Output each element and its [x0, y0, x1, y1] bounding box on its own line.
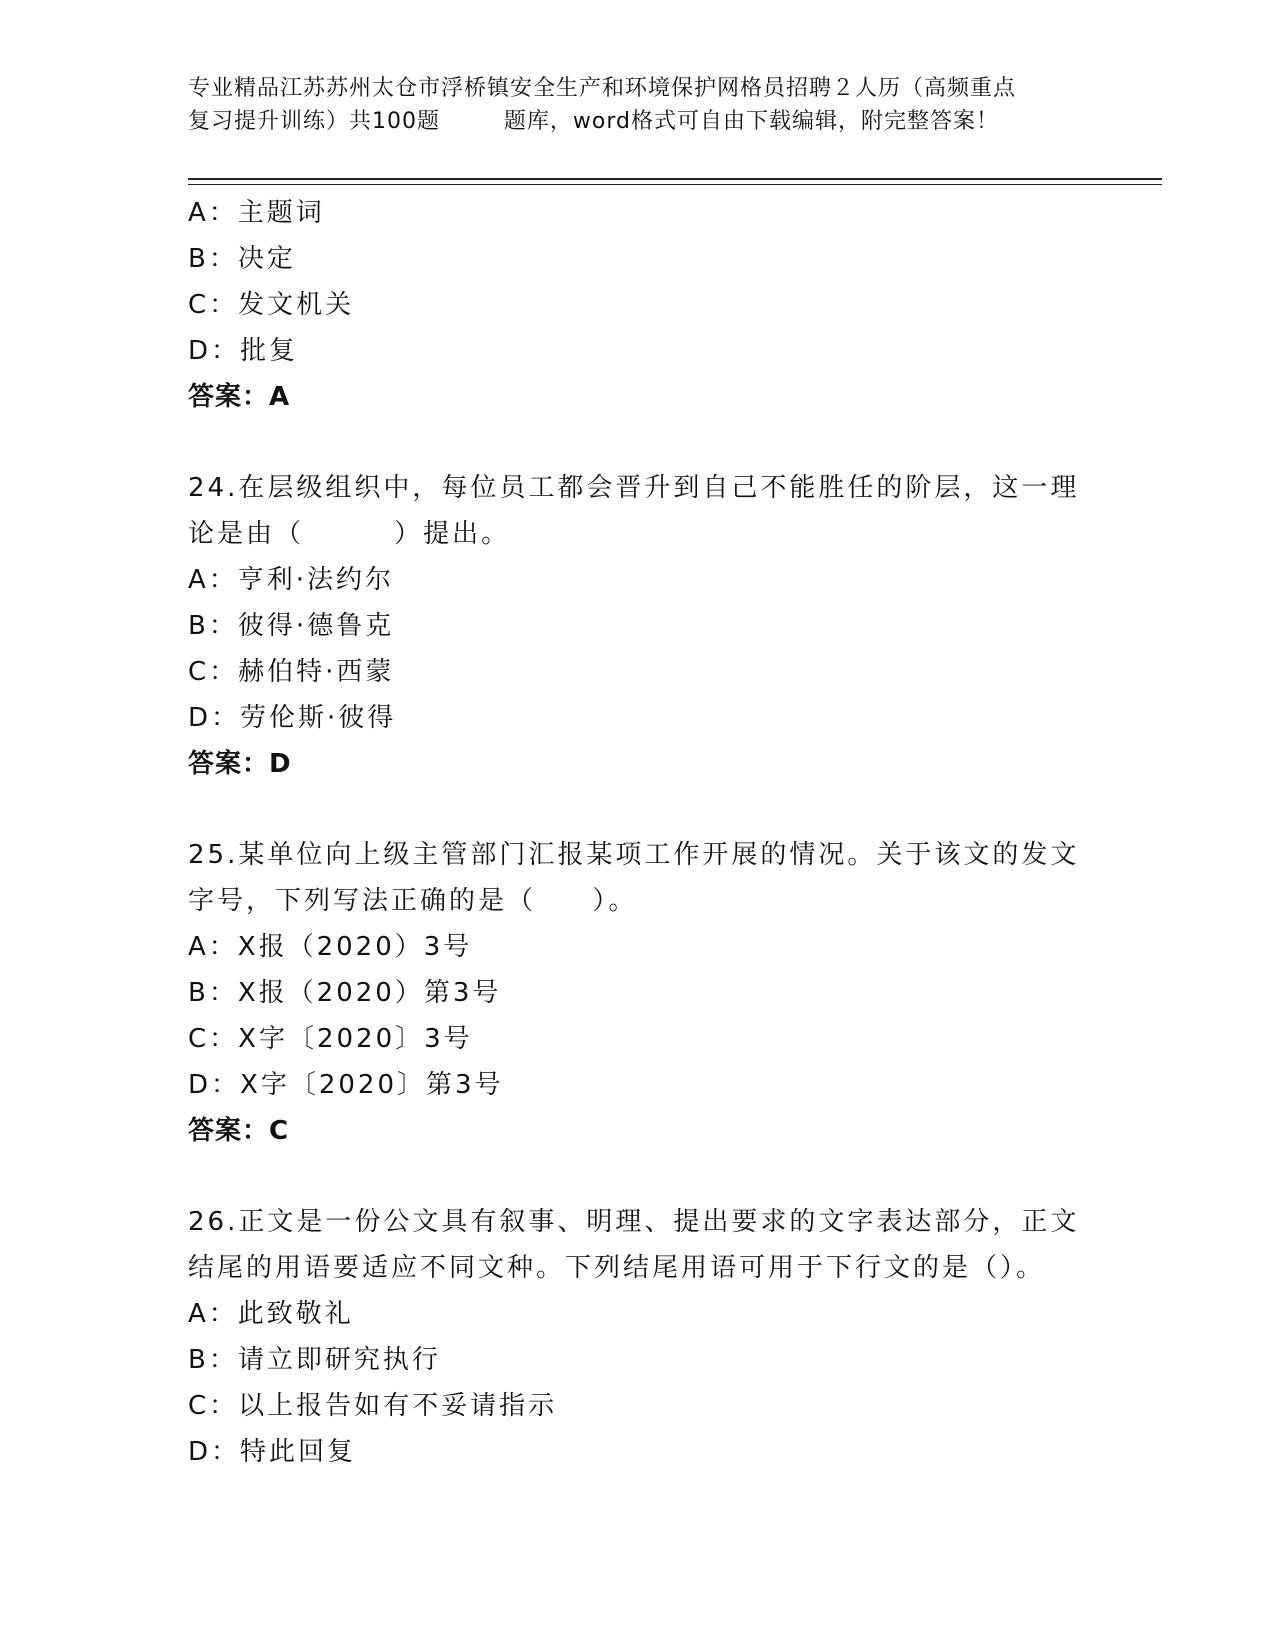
option-a: A：亨利·法约尔: [188, 565, 395, 595]
option-c: C：赫伯特·西蒙: [188, 657, 395, 687]
document-body: [188, 190, 1088, 1475]
option-c: C：发文机关: [188, 290, 355, 320]
question-23-remainder: [188, 190, 1088, 420]
question-25: [188, 832, 1088, 1154]
option-b: B：X报（2020）第3号: [188, 978, 502, 1008]
question-26: [188, 1199, 1088, 1475]
header-divider: [188, 178, 1162, 185]
header-title-line-1: 专业精品江苏苏州太仓市浮桥镇安全生产和环境保护网格员招聘２人历（高频重点: [188, 76, 1017, 101]
question-24: [188, 465, 1088, 787]
option-c: C：以上报告如有不妥请指示: [188, 1391, 558, 1421]
answer-line: 答案：C: [188, 1116, 290, 1146]
question-stem-line-1: 24.在层级组织中，每位员工都会晋升到自己不能胜任的阶层，这一理: [188, 473, 1080, 503]
option-d: D：X字〔2020〕第3号: [188, 1070, 504, 1100]
question-stem-line-1: 26.正文是一份公文具有叙事、明理、提出要求的文字表达部分，正文: [188, 1207, 1080, 1237]
option-a: A：此致敬礼: [188, 1299, 354, 1329]
document-header: [188, 72, 1098, 138]
option-d: D：特此回复: [188, 1437, 357, 1467]
answer-line: 答案：A: [188, 382, 291, 412]
header-title-line-2: 复习提升训练）共100题 题库，word格式可自由下载编辑，附完整答案！: [188, 109, 1000, 134]
question-stem-line-2: 结尾的用语要适应不同文种。下列结尾用语可用于下行文的是（）。: [188, 1253, 1046, 1283]
answer-line: 答案：D: [188, 749, 292, 779]
question-stem-line-2: 论是由（ ）提出。: [188, 519, 511, 549]
option-d: D：批复: [188, 336, 299, 366]
option-d: D：劳伦斯·彼得: [188, 703, 397, 733]
question-stem-line-2: 字号，下列写法正确的是（ ）。: [188, 886, 638, 916]
option-c: C：X字〔2020〕3号: [188, 1024, 473, 1054]
question-stem-line-1: 25.某单位向上级主管部门汇报某项工作开展的情况。关于该文的发文: [188, 840, 1080, 870]
option-a: A：X报（2020）3号: [188, 932, 473, 962]
option-a: A：主题词: [188, 198, 325, 228]
option-b: B：请立即研究执行: [188, 1345, 441, 1375]
option-b: B：决定: [188, 244, 296, 274]
option-b: B：彼得·德鲁克: [188, 611, 395, 641]
